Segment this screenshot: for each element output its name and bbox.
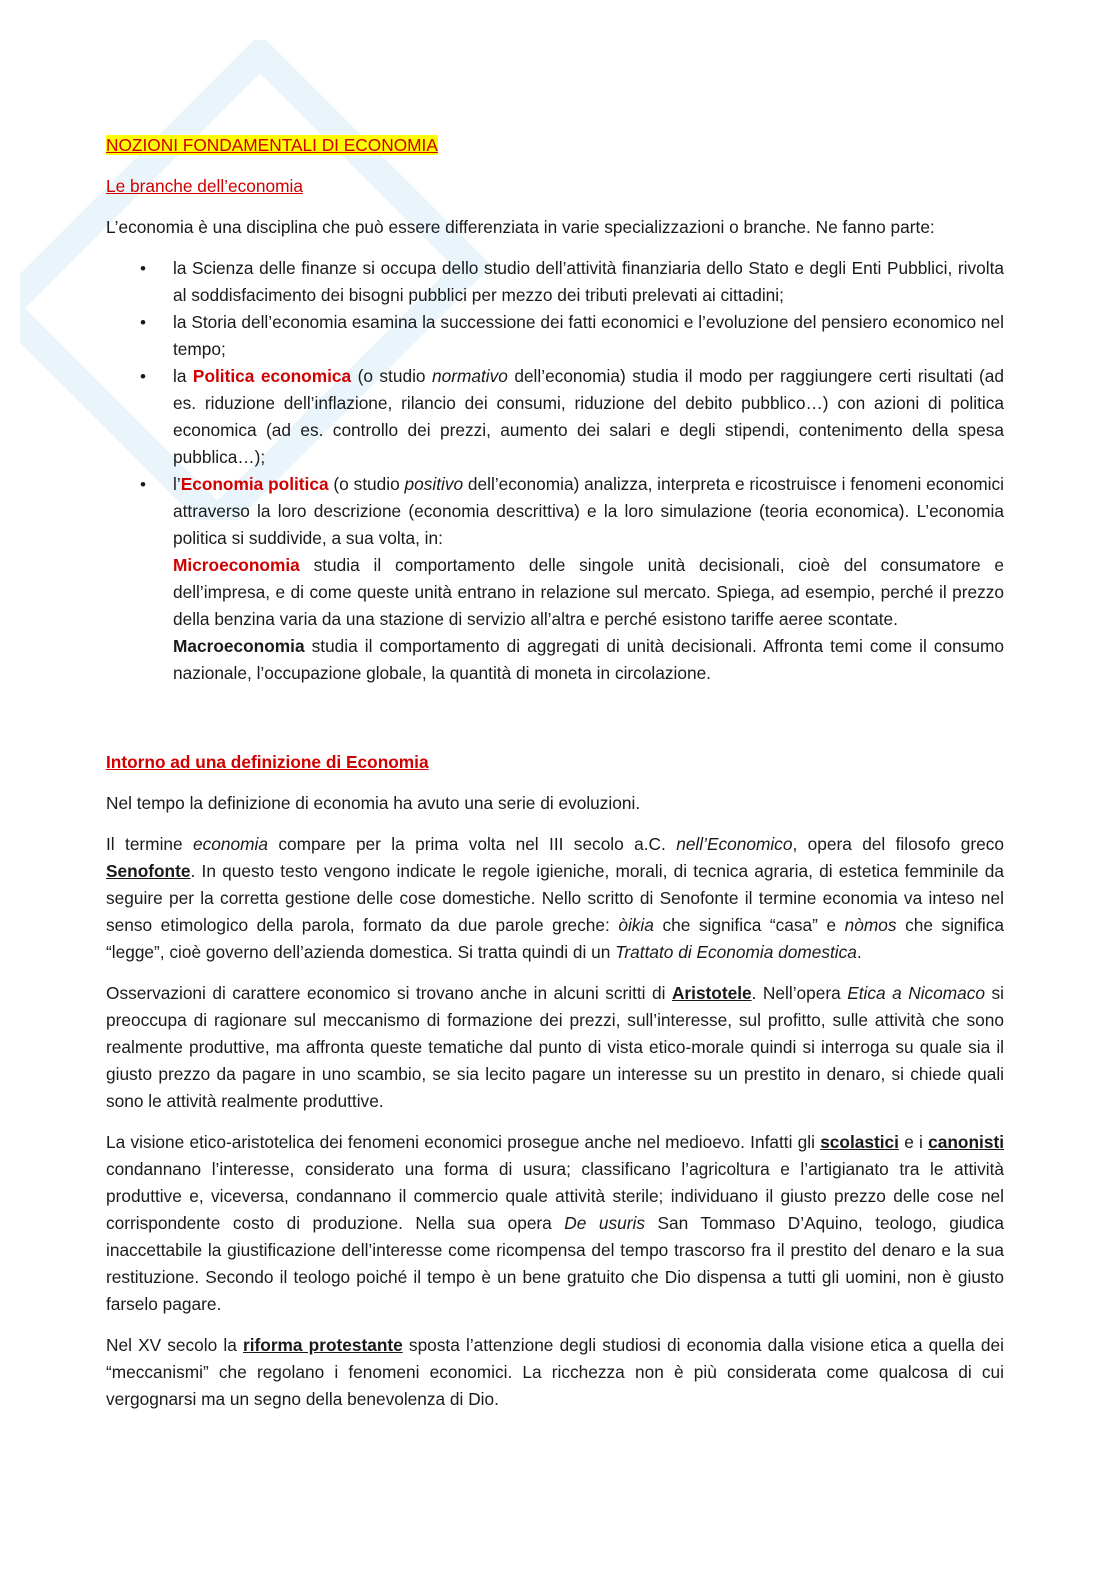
- term-politica-economica: Politica economica: [192, 366, 352, 386]
- term-microeconomia: Microeconomia: [173, 555, 300, 575]
- name-aristotele: Aristotele: [671, 983, 752, 1003]
- list-item: • la Scienza delle finanze si occupa dello studio dell’attività finanziaria dello Stato e degli Enti Pubblici, rivolta al soddisfacimento dei bisogni pubblici per mezzo dei tributi prelevati ai cittadini;: [173, 255, 1004, 309]
- name-senofonte: Senofonte: [106, 861, 191, 881]
- list-item: • la Storia dell’economia esamina la successione dei fatti economici e l’evoluzione del pensiero economico nel tempo;: [173, 309, 1004, 363]
- term-canonisti: canonisti: [928, 1132, 1004, 1152]
- microeconomia-block: Microeconomia studia il comportamento delle singole unità decisionali, cioè del consumatore e dell’impresa, e di come queste unità entrano in relazione sul mercato. Spiega, ad esempio, perché il prezzo della benzina varia da una stazione di servizio all’altra e perché esistono tariffe aeree scontate.: [173, 555, 1004, 629]
- term-scolastici: scolastici: [820, 1132, 899, 1152]
- paragraph: Osservazioni di carattere economico si trovano anche in alcuni scritti di Aristotele. Nell’opera Etica a Nicomaco si preoccupa di ragionare sul meccanismo di formazione dei prezzi, sull’interesse, sul profitto, sulle attività che sono realmente produttive, ma affronta queste tematiche dal punto di vista etico-morale quindi si interroga su quale sia il giusto prezzo da pagare in uno scambio, se sia lecito pagare un interesse su un prestito in denaro, si chiede quali sono le attività realmente produttive.: [106, 983, 1005, 1111]
- paragraph: La visione etico-aristotelica dei fenomeni economici prosegue anche nel medioevo. Infatti gli scolastici e i canonisti condannano l’interesse, considerato una forma di usura; classificano l’agricoltura e l’artigianato tra le attività produttive e, viceversa, condannano il commercio quale attività sterile; individuano il giusto prezzo delle cose nel corrispondente costo di produzione. Nella sua opera De usuris San Tommaso D’Aquino, teologo, giudica inaccettabile la giustificazione dell’interesse come ricompensa del tempo trascorso fra il prestito del denaro e la sua restituzione. Secondo il teologo poiché il tempo è un bene gratuito che Dio dispensa a tutti gli uomini, non è giusto farselo pagare.: [106, 1132, 1004, 1314]
- document-title: NOZIONI FONDAMENTALI DI ECONOMIA: [106, 135, 438, 155]
- document-page: [106, 132, 1004, 1427]
- paragraph: Il termine economia compare per la prima volta nel III secolo a.C. nell’Economico, opera del filosofo greco Senofonte. In questo testo vengono indicate le regole igieniche, morali, di tecnica agraria, di estetica femminile da seguire per la corretta gestione delle cose domestiche. Nello scritto di Senofonte il termine economia va inteso nel senso etimologico della parola, formato da due parole greche: òikia che significa “casa” e nòmos che significa “legge”, cioè governo dell’azienda domestica. Si tratta quindi di un Trattato di Economia domestica.: [106, 834, 1004, 962]
- term-macroeconomia: Macroeconomia: [173, 636, 305, 656]
- list-item: • la Politica economica (o studio normativo dell’economia) studia il modo per raggiungere certi risultati (ad es. riduzione dell’inflazione, rilancio dei consumi, riduzione del debito pubblico…) con azioni di politica economica (ad es. controllo dei prezzi, aumento dei salari e degli stipendi, contenimento della spesa pubblica…);: [173, 363, 1004, 471]
- macroeconomia-block: Macroeconomia studia il comportamento di aggregati di unità decisionali. Affronta temi come il consumo nazionale, l’occupazione globale, la quantità di moneta in circolazione.: [173, 636, 1004, 683]
- paragraph: Nel tempo la definizione di economia ha avuto una serie di evoluzioni.: [106, 793, 641, 813]
- term-riforma-protestante: riforma protestante: [242, 1335, 403, 1355]
- paragraph: Nel XV secolo la riforma protestante sposta l’attenzione degli studiosi di economia dalla visione etica a quella dei “meccanismi” che regolano i fenomeni economici. La ricchezza non è più considerata come qualcosa di cui vergognarsi ma un segno della benevolenza di Dio.: [106, 1335, 1004, 1409]
- section-heading-definizione: Intorno ad una definizione di Economia: [106, 752, 429, 772]
- term-economia-politica: Economia politica: [180, 474, 329, 494]
- list-item: • l’Economia politica (o studio positivo dell’economia) analizza, interpreta e ricostruisce i fenomeni economici attraverso la loro descrizione (economia descrittiva) e la loro simulazione (teoria economica). L’economia politica si suddivide, a sua volta, in: Microeconomia studia il comportamento delle singole unità decisionali, cioè del consumatore e dell’impresa, e di come queste unità entrano in relazione sul mercato. Spiega, ad esempio, perché il prezzo della benzina varia da una stazione di servizio all’altra e perché esistono tariffe aeree scontate. Macroeconomia studia il comportamento di aggregati di unità decisionali. Affronta temi come il consumo nazionale, l’occupazione globale, la quantità di moneta in circolazione.: [173, 471, 1004, 687]
- branches-list: [106, 255, 1004, 687]
- section-heading-branche: Le branche dell’economia: [106, 176, 303, 196]
- paragraph-intro: L’economia è una disciplina che può essere differenziata in varie specializzazioni o branche. Ne fanno parte:: [106, 217, 935, 237]
